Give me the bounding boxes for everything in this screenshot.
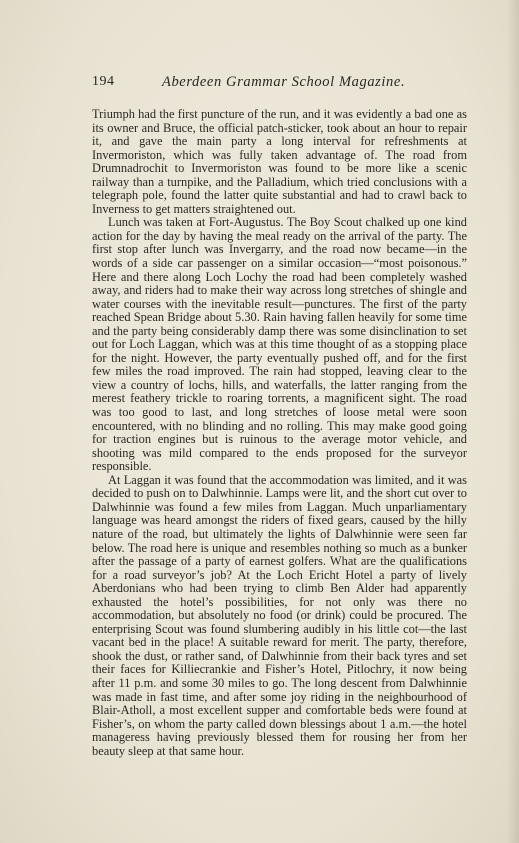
page-header — [92, 74, 472, 94]
paragraph-2: Lunch was taken at Fort-Augustus. The Boy Scout chalked up one kind action for the day by having the meal ready on the arrival of the party. The first stop after lunch was Invergarry, and the road now became—in the words of a side car passenger on a similar occasion—“most poisonous.” Here and there along Loch Lochy the road had been completely washed away, and riders had to make their way across long stretches of shingle and water courses with the inevitable result—punctures. The first of the party reached Spean Bridge about 5.30. Rain having fallen heavily for some time and the party being considerably damp there was some disinclination to set out for Loch Laggan, which was at this time thought of as a stopping place for the night. However, the party eventually pushed off, and for the first few miles the road improved. The rain had stopped, leaving clear to the view a country of lochs, hills, and waterfalls, the latter ranging from the merest feathery trickle to roaring torrents, a magnificent sight. The road was too good to last, and long stretches of loose metal were soon encountered, with no blinding and no rolling. This may make good going for traction engines but is ruinous to the average motor vehicle, and shooting was mild compared to the ends proposed for the surveyor responsible. — [92, 215, 467, 474]
running-title: Aberdeen Grammar School Magazine. — [162, 74, 406, 90]
page-number: 194 — [92, 74, 115, 89]
paragraph-3: At Laggan it was found that the accommodation was limited, and it was decided to push on to Dalwhinnie. Lamps were lit, and the short cut over to Dalwhinnie was found a few miles from Laggan. Much unparliamentary language was heard amongst the riders of fixed gears, caused by the hilly nature of the road, but ultimately the lights of Dalwhinnie were seen far below. The road here is unique and resembles nothing so much as a bunker after the passage of a party of earnest golfers. What are the qualifications for a road surveyor’s job? At the Loch Ericht Hotel a party of lively Aberdonians who had been trying to climb Ben Alder had apparently exhausted the hotel’s possibilities, for not only was there no accommodation, but absolutely no food (or drink) could be procured. The enterprising Scout was found slumbering audibly in his little cot—the last vacant bed in the place! A suitable reward for merit. The party, therefore, shook the dust, or rather sand, of Dalwhinnie from their back tyres and set their faces for Killiecrankie and Fisher’s Hotel, Pitlochry, it now being after 11 p.m. and some 30 miles to go. The long descent from Dalwhinnie was made in fast time, and after some joy riding in the neighbourhood of Blair-Atholl, a most excellent supper and comfortable beds were found at Fisher’s, on whom the party called down blessings about 1 a.m.—the hotel manageress having previously blessed them for rousing her from her beauty sleep at that same hour. — [92, 472, 467, 758]
page-edge-shadow — [507, 0, 519, 843]
paragraph-1: Triumph had the first puncture of the run, and it was evidently a bad one as its owner and Bruce, the official patch-sticker, took about an hour to repair it, and gave the main party a long interval for refreshments at Invermoriston, which was fully taken advantage of. The road from Drumnadrochit to Invermoriston was found to be more like a scenic railway than a turnpike, and the Palladium, which tried conclusions with a telegraph pole, found the latter quite substantial and had to crawl back to Inverness to get matters straightened out. — [92, 107, 467, 216]
article-body — [92, 108, 467, 758]
